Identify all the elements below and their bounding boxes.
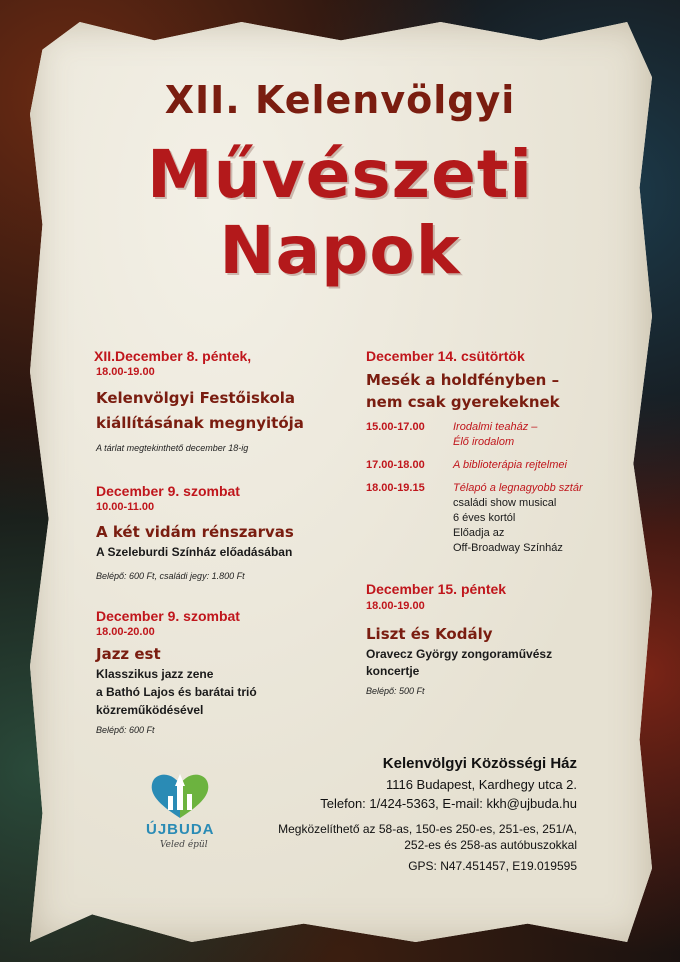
event-3-desc-1: Klasszikus jazz zene <box>96 667 214 681</box>
transport-line-2: 252-es és 258-as autóbuszokkal <box>404 838 577 852</box>
schedule-3-desc-2: 6 éves kortól <box>453 512 516 524</box>
schedule-3-time: 18.00-19.15 <box>366 482 425 494</box>
event-3-title: Jazz est <box>96 645 161 663</box>
event-3-desc-2: a Bathó Lajos és barátai trió <box>96 685 257 699</box>
event-1-time: 18.00-19.00 <box>96 366 155 378</box>
event-3-desc-3: közreműködésével <box>96 703 204 717</box>
event-3-time: 18.00-20.00 <box>96 626 155 638</box>
event-5-desc-2: koncertje <box>366 664 420 678</box>
schedule-3-desc-3: Előadja az <box>453 527 505 539</box>
schedule-2-time: 17.00-18.00 <box>366 459 425 471</box>
event-2-time: 10.00-11.00 <box>96 501 155 513</box>
event-5-date: December 15. péntek <box>366 581 507 597</box>
event-3-note: Belépő: 600 Ft <box>96 725 155 735</box>
event-5-title: Liszt és Kodály <box>366 625 493 643</box>
venue-contact: Telefon: 1/424-5363, E-mail: kkh@ujbuda.hu <box>320 796 577 811</box>
event-5-desc-1: Oravecz György zongoraművész <box>366 647 553 661</box>
event-1-title-2: kiállításának megnyitója <box>96 414 304 432</box>
event-5-note: Belépő: 500 Ft <box>366 686 425 696</box>
event-5-time: 18.00-19.00 <box>366 600 425 612</box>
event-4-date: December 14. csütörtök <box>366 348 525 364</box>
gps-coordinates: GPS: N47.451457, E19.019595 <box>408 859 577 873</box>
schedule-1-time: 15.00-17.00 <box>366 421 425 433</box>
title-line-1: XII. Kelenvölgyi <box>164 78 516 122</box>
event-3-date: December 9. szombat <box>96 608 240 624</box>
event-2-desc: A Szeleburdi Színház előadásában <box>96 545 293 559</box>
transport-line-1: Megközelíthető az 58-as, 150-es 250-es, 251-es, 251/A, <box>278 822 577 836</box>
event-1-title-1: Kelenvölgyi Festőiskola <box>96 389 296 407</box>
venue-address: 1116 Budapest, Kardhegy utca 2. <box>385 777 577 792</box>
event-2-note: Belépő: 600 Ft, családi jegy: 1.800 Ft <box>96 571 245 581</box>
event-2-title: A két vidám rénszarvas <box>96 523 294 541</box>
event-4-title-2: nem csak gyerekeknek <box>366 393 560 411</box>
event-1-date: XII.December 8. péntek, <box>94 348 252 364</box>
ujbuda-logo-icon <box>148 770 212 820</box>
event-1-note: A tárlat megtekinthető december 18-ig <box>96 443 249 453</box>
schedule-1-item-1: Irodalmi teaház – <box>453 421 538 433</box>
schedule-3-desc-4: Off-Broadway Színház <box>453 542 563 554</box>
logo-name: ÚJBUDA <box>146 821 215 838</box>
logo-tagline: Veled épül <box>160 840 208 850</box>
title-line-3: Napok <box>219 212 461 289</box>
event-4-title-1: Mesék a holdfényben – <box>366 371 560 389</box>
venue-name: Kelenvölgyi Közösségi Ház <box>382 755 577 772</box>
schedule-3-item: Télapó a legnagyobb sztár <box>453 482 583 494</box>
schedule-2-item: A biblioterápia rejtelmei <box>453 459 567 471</box>
schedule-3-desc-1: családi show musical <box>453 497 557 509</box>
title-line-2: Művészeti <box>146 136 534 213</box>
event-2-date: December 9. szombat <box>96 483 240 499</box>
schedule-1-item-2: Élő irodalom <box>453 436 515 448</box>
